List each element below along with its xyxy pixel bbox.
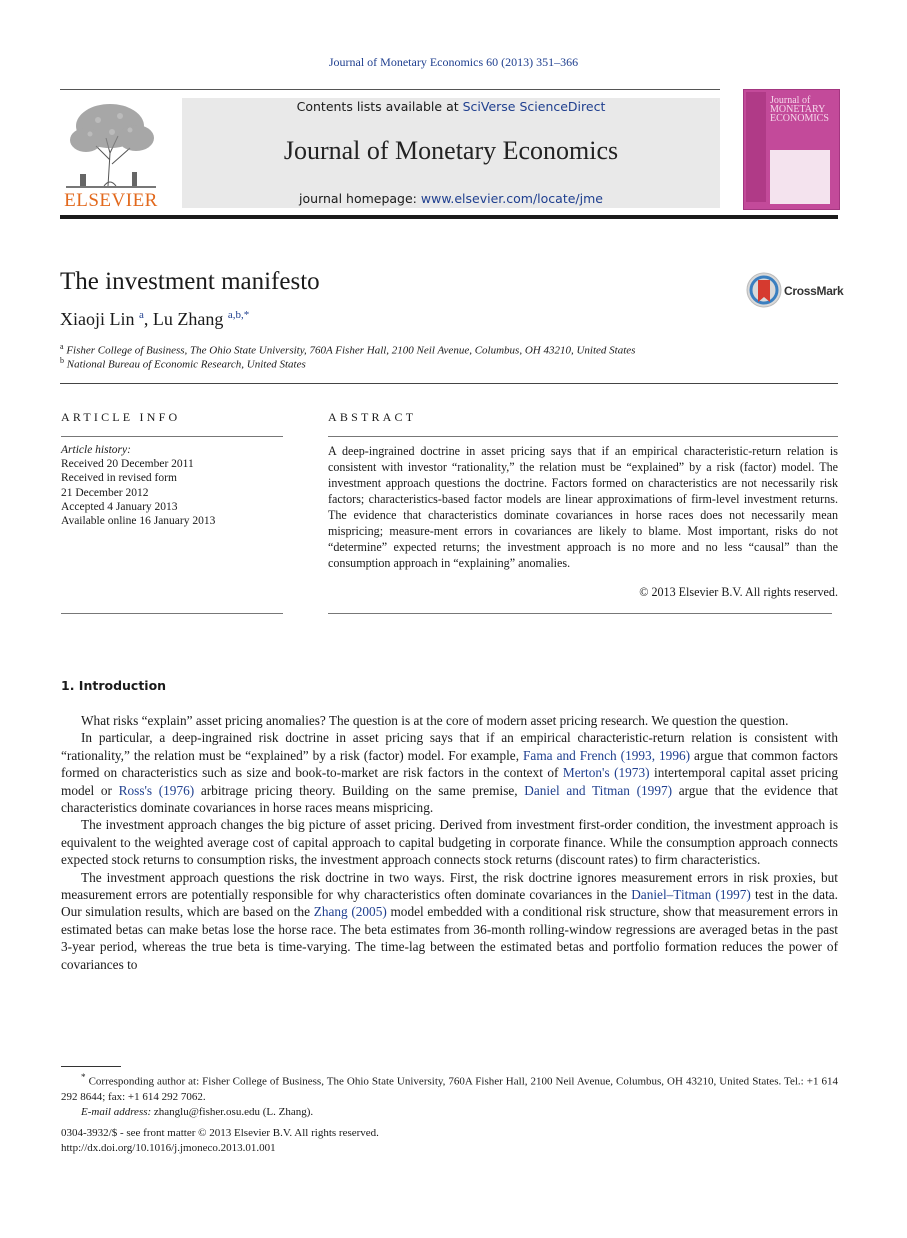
- abstract-heading: ABSTRACT: [328, 410, 417, 424]
- paragraph: What risks “explain” asset pricing anomalies? The question is at the core of modern asset pricing research. We question the question.: [81, 713, 789, 728]
- history-item: Received 20 December 2011: [61, 458, 194, 471]
- cover-side-strip: [746, 92, 766, 202]
- text-run: model embedded with a conditional risk structure, show that measurement errors in estimated betas can make betas lose the horse race. The beta estimates from 36-month rolling-window regressions are averaged betas in the past 3-year period, whereas the true beta is time-varying. The time-lag between the estimated betas and portfolio formation reduces the power of covariances to: [61, 904, 839, 972]
- journal-homepage: [182, 191, 720, 206]
- homepage-prefix: journal homepage:: [299, 191, 421, 206]
- affiliation: [60, 342, 635, 357]
- journal-name: Journal of Monetary Economics: [283, 136, 619, 165]
- reference-link[interactable]: Ross's (1976): [118, 782, 195, 798]
- publisher-logo-text: ELSEVIER: [64, 190, 158, 211]
- author-name[interactable]: Lu Zhang: [152, 309, 224, 329]
- email-note: [61, 1105, 838, 1120]
- text-run: In particular, a deep-ingrained risk doctrine in asset pricing says that if an empirical characteristic-return relation is consistent with “rationality,” the relation must be “explained” by a risk (factor) model. For example,: [61, 730, 838, 763]
- contents-prefix: Contents lists available at: [296, 99, 463, 114]
- affiliation-rule: [60, 383, 838, 384]
- abstract-rule: [328, 436, 838, 437]
- article-info-bottom-rule: [61, 613, 283, 614]
- paragraph: The investment approach changes the big picture of asset pricing. Derived from investment first-order condition, the investment approach is equivalent to the weighted average cost of capital approach to capital budgeting in corporate finance. While the consumption approach connects expected stock returns to consumption risks, the investment approach connects stock returns (discount rates) to firm characteristics.: [61, 817, 838, 868]
- text-run: intertemporal capital asset pricing model or: [61, 765, 838, 798]
- header-bottom-rule: [60, 215, 838, 219]
- text-run: test in the data. Our simulation results, which are based on the: [61, 887, 838, 920]
- affiliation-mark: b: [60, 356, 64, 365]
- article-info-rule: [61, 436, 283, 437]
- author-name[interactable]: Xiaoji Lin: [60, 309, 135, 329]
- paper-title: The investment manifesto: [60, 268, 320, 295]
- crossmark-icon[interactable]: [746, 272, 782, 308]
- sciencedirect-link[interactable]: SciVerse ScienceDirect: [462, 99, 606, 114]
- paragraph: [61, 869, 838, 973]
- reference-link[interactable]: Daniel–Titman (1997): [631, 887, 751, 903]
- crossmark-label[interactable]: CrossMark: [784, 284, 844, 298]
- cover-contents-panel: [770, 150, 830, 204]
- cover-title-line: Journal of: [770, 95, 811, 106]
- doi-link[interactable]: http://dx.doi.org/10.1016/j.jmoneco.2013.01.001: [61, 1142, 276, 1154]
- abstract-text: A deep-ingrained doctrine in asset pricing says that if an empirical characteristic-return relation is consistent with investor “rationality,” the relation must be “explained” by a risk (factor) model. The investment approach questions the doctrine. Factors formed on characteristics are not necessarily risk factors; characteristics-based factor models are linear approximations of firm-level investment returns. The evidence that characteristics dominate covariances in horse races does not necessarily mean mispricing; measure-ment errors in covariances are likely to blame. Most important, risks do not “determine” expected returns; the investment approach is no more and no less “causal” than the consumption approach in “explaining” anomalies.: [328, 444, 838, 570]
- email-address[interactable]: zhanglu@fisher.osu.edu (L. Zhang).: [151, 1105, 314, 1118]
- journal-citation[interactable]: Journal of Monetary Economics 60 (2013) 351–366: [328, 55, 579, 69]
- affiliation-text: National Bureau of Economic Research, United States: [66, 358, 306, 371]
- body-text: [61, 712, 838, 973]
- cover-title-line: MONETARY: [770, 104, 826, 115]
- footnotes: [61, 1070, 838, 1120]
- article-history: [61, 443, 215, 528]
- history-item: Received in revised form: [61, 472, 177, 485]
- abstract-bottom-rule: [328, 613, 832, 614]
- homepage-link[interactable]: www.elsevier.com/locate/jme: [420, 191, 603, 206]
- author-list: [60, 309, 249, 330]
- cover-title: [770, 96, 832, 123]
- text-run: The investment approach questions the risk doctrine in two ways. First, the risk doctrine ignores measurement errors in risk proxies, but measurement errors are potentially responsible for why characteristics often dominate covariances in the: [61, 869, 838, 903]
- section-heading: 1. Introduction: [61, 678, 167, 693]
- paragraph: [61, 729, 838, 816]
- author-affil-mark[interactable]: a,b,*: [227, 309, 250, 321]
- contents-availability: [182, 99, 720, 114]
- footnote-text: Corresponding author at: Fisher College of Business, The Ohio State University, 760A Fisher Hall, 2100 Neil Avenue, Columbus, OH 43210, United States. Tel.: +1 614 292 8644; fax: +1 614 292 7062.: [61, 1075, 838, 1103]
- corresponding-author-note: [61, 1070, 838, 1105]
- article-info-heading: ARTICLE INFO: [61, 410, 181, 424]
- history-item: Available online 16 January 2013: [61, 515, 216, 528]
- author-separator: ,: [143, 309, 153, 329]
- reference-link[interactable]: Daniel and Titman (1997): [524, 782, 673, 798]
- email-label: E-mail address:: [81, 1105, 152, 1118]
- affiliation-mark: a: [60, 342, 64, 351]
- reference-link[interactable]: Merton's (1973): [562, 765, 650, 781]
- reference-link[interactable]: Zhang (2005): [313, 904, 387, 920]
- affiliation: [60, 356, 306, 371]
- abstract-copyright: © 2013 Elsevier B.V. All rights reserved.: [639, 585, 838, 599]
- text-run: arbitrage pricing theory. Building on the same premise,: [194, 782, 525, 798]
- affiliation-text: Fisher College of Business, The Ohio State University, 760A Fisher Hall, 2100 Neil Avenue, Columbus, OH 43210, United States: [66, 344, 636, 357]
- cover-title-line: ECONOMICS: [770, 113, 829, 124]
- text-run: argue that common factors formed on characteristics such as size and book-to-market are risk factors in the context of: [61, 747, 838, 781]
- header-top-rule: [60, 89, 720, 90]
- reference-link[interactable]: Fama and French (1993, 1996): [523, 747, 691, 763]
- author-affil-mark[interactable]: a: [139, 309, 144, 321]
- history-item: 21 December 2012: [61, 486, 149, 499]
- footnote-rule: [61, 1066, 121, 1067]
- text-run: argue that the evidence that characteristics dominate covariances in horse races means mispricing.: [61, 782, 838, 816]
- history-item: Accepted 4 January 2013: [61, 500, 178, 513]
- history-label: Article history:: [61, 444, 131, 456]
- publication-meta: [61, 1126, 379, 1156]
- footnote-mark: *: [81, 1072, 86, 1082]
- issn-line: 0304-3932/$ - see front matter © 2013 Elsevier B.V. All rights reserved.: [61, 1127, 379, 1139]
